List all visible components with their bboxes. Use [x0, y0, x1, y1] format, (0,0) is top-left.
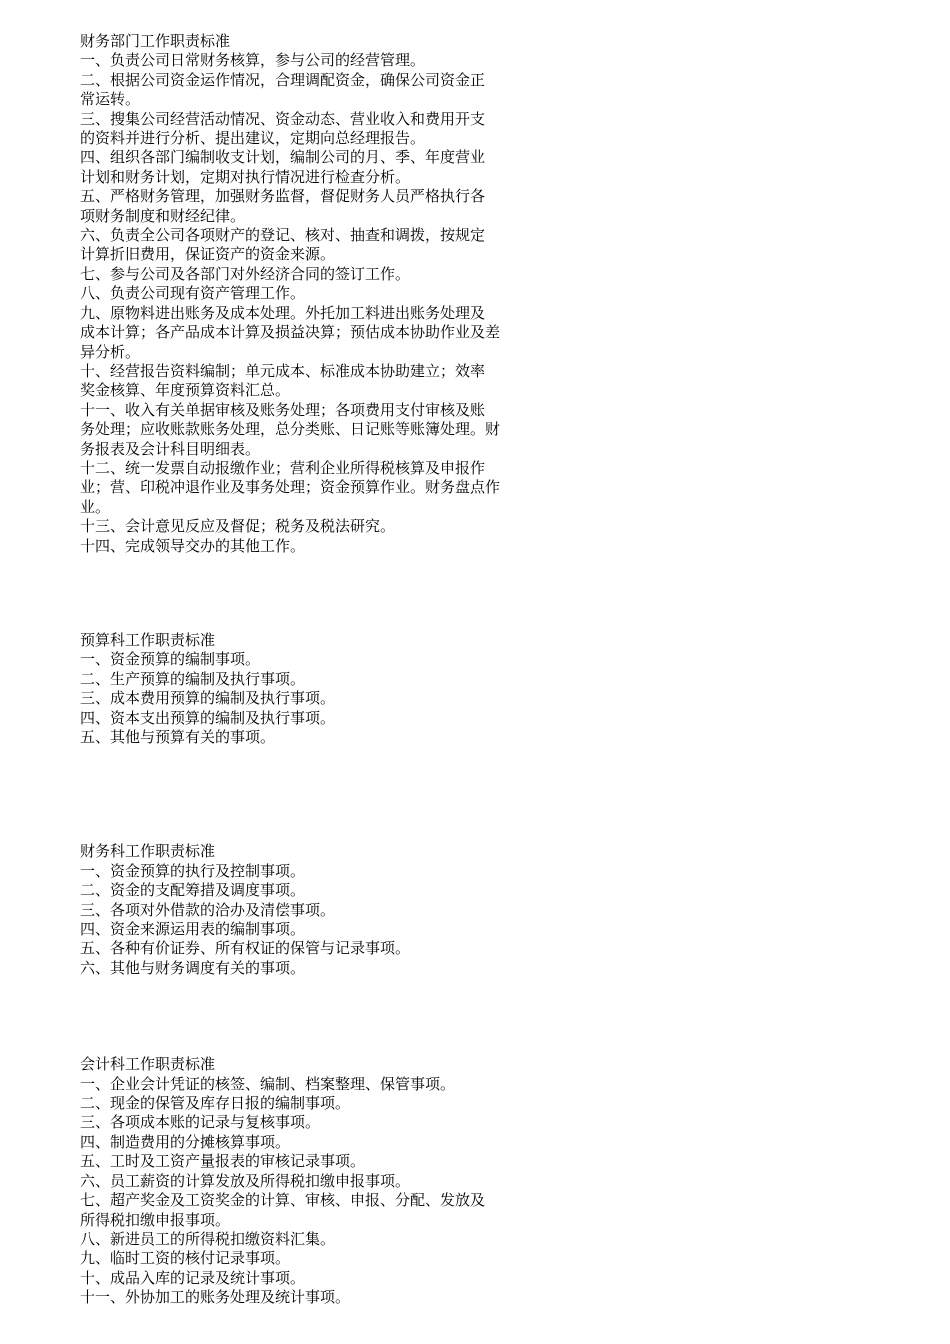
- text-line: 八、新进员工的所得税扣缴资料汇集。: [80, 1229, 336, 1248]
- text-line: 二、根据公司资金运作情况，合理调配资金，确保公司资金正: [80, 70, 486, 89]
- text-line: 异分析。: [80, 342, 141, 361]
- text-line: 十二、统一发票自动报缴作业；营利企业所得税核算及申报作: [80, 458, 486, 477]
- text-line: 项财务制度和财经纪律。: [80, 206, 246, 225]
- section-finance-office: [80, 842, 560, 978]
- text-line: 六、负责全公司各项财产的登记、核对、抽查和调拨，按规定: [80, 226, 486, 245]
- text-line: 常运转。: [80, 90, 141, 109]
- text-line: 五、严格财务管理，加强财务监督，督促财务人员严格执行各: [80, 187, 486, 206]
- text-line: 一、负责公司日常财务核算，参与公司的经营管理。: [80, 51, 426, 70]
- text-line: 五、工时及工资产量报表的审核记录事项。: [80, 1152, 366, 1171]
- section-title: 财务科工作职责标准: [80, 842, 216, 861]
- text-line: 计划和财务计划，定期对执行情况进行检查分析。: [80, 167, 411, 186]
- text-line: 奖金核算、年度预算资料汇总。: [80, 381, 291, 400]
- text-line: 九、原物料进出账务及成本处理。外托加工料进出账务处理及: [80, 303, 486, 322]
- text-line: 十一、外协加工的账务处理及统计事项。: [80, 1288, 351, 1307]
- text-line: 一、资金预算的执行及控制事项。: [80, 861, 306, 880]
- text-line: 四、资金来源运用表的编制事项。: [80, 920, 306, 939]
- section-title: 预算科工作职责标准: [80, 630, 216, 649]
- text-line: 十四、完成领导交办的其他工作。: [80, 536, 306, 555]
- text-line: 十一、收入有关单据审核及账务处理；各项费用支付审核及账: [80, 400, 486, 419]
- text-line: 七、超产奖金及工资奖金的计算、审核、申报、分配、发放及: [80, 1191, 486, 1210]
- text-line: 六、员工薪资的计算发放及所得税扣缴申报事项。: [80, 1171, 411, 1190]
- text-line: 务报表及会计科目明细表。: [80, 439, 261, 458]
- text-line: 六、其他与财务调度有关的事项。: [80, 958, 306, 977]
- text-line: 二、资金的支配筹措及调度事项。: [80, 881, 306, 900]
- text-line: 二、生产预算的编制及执行事项。: [80, 669, 306, 688]
- text-line: 所得税扣缴申报事项。: [80, 1210, 231, 1229]
- text-line: 四、资本支出预算的编制及执行事项。: [80, 708, 336, 727]
- text-line: 三、各项成本账的记录与复核事项。: [80, 1113, 321, 1132]
- section-title: 会计科工作职责标准: [80, 1055, 216, 1074]
- section-budget-office: [80, 631, 560, 747]
- text-line: 计算折旧费用，保证资产的资金来源。: [80, 245, 336, 264]
- text-line: 八、负责公司现有资产管理工作。: [80, 284, 306, 303]
- text-line: 成本计算；各产品成本计算及损益决算；预估成本协助作业及差: [80, 323, 501, 342]
- text-line: 十三、会计意见反应及督促；税务及税法研究。: [80, 517, 396, 536]
- text-line: 的资料并进行分析、提出建议，定期向总经理报告。: [80, 129, 426, 148]
- text-line: 业。: [80, 497, 111, 516]
- text-line: 三、成本费用预算的编制及执行事项。: [80, 689, 336, 708]
- text-line: 二、现金的保管及库存日报的编制事项。: [80, 1094, 351, 1113]
- section-title: 财务部门工作职责标准: [80, 32, 231, 50]
- text-line: 四、制造费用的分摊核算事项。: [80, 1132, 291, 1151]
- text-line: 一、资金预算的编制事项。: [80, 650, 261, 669]
- text-line: 务处理；应收账款账务处理，总分类账、日记账等账簿处理。财: [80, 420, 501, 439]
- text-line: 一、企业会计凭证的核签、编制、档案整理、保管事项。: [80, 1074, 456, 1093]
- text-line: 十、经营报告资料编制；单元成本、标准成本协助建立；效率: [80, 361, 486, 380]
- text-line: 十、成品入库的记录及统计事项。: [80, 1268, 306, 1287]
- document-page: [80, 32, 560, 1308]
- text-line: 三、搜集公司经营活动情况、资金动态、营业收入和费用开支: [80, 109, 486, 128]
- text-line: 五、各种有价证券、所有权证的保管与记录事项。: [80, 939, 411, 958]
- text-line: 三、各项对外借款的洽办及清偿事项。: [80, 900, 336, 919]
- text-line: 九、临时工资的核付记录事项。: [80, 1249, 291, 1268]
- section-finance-department: [80, 32, 560, 556]
- text-line: 业；营、印税冲退作业及事务处理；资金预算作业。财务盘点作: [80, 478, 501, 497]
- text-line: 五、其他与预算有关的事项。: [80, 728, 276, 746]
- text-line: 四、组织各部门编制收支计划，编制公司的月、季、年度营业: [80, 148, 486, 167]
- section-accounting-office: [80, 1055, 560, 1307]
- text-line: 七、参与公司及各部门对外经济合同的签订工作。: [80, 264, 411, 283]
